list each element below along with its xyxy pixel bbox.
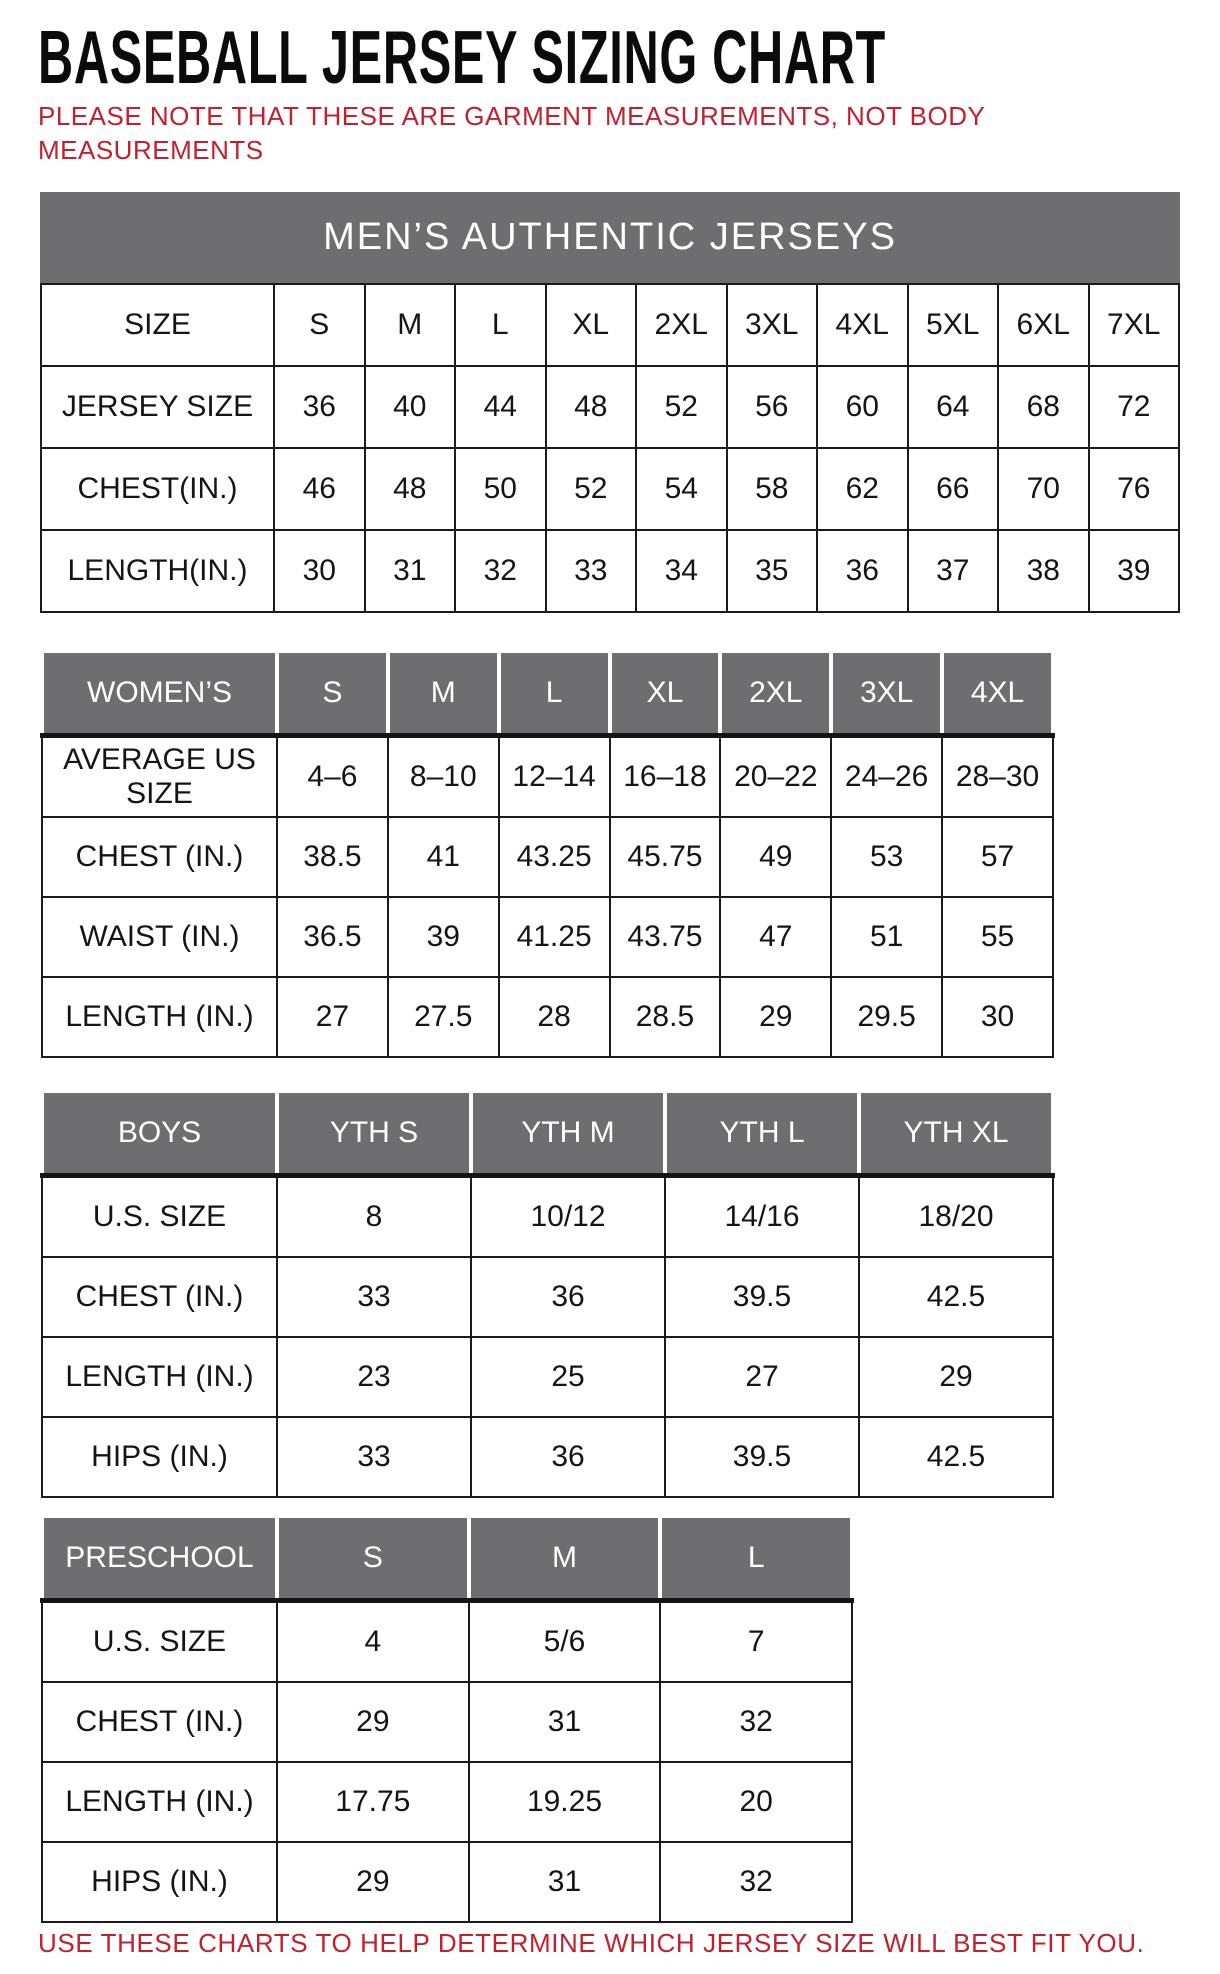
table-row (41, 448, 1179, 530)
table-header-row (42, 1518, 852, 1601)
row-label: WAIST (IN.) (42, 897, 277, 977)
preschool-sizing-table (40, 1518, 854, 1923)
measurement-cell: 58 (727, 448, 818, 530)
table-title-cell: WOMEN’S (42, 653, 277, 736)
table-row (42, 897, 1053, 977)
measurement-cell: 6XL (998, 284, 1089, 366)
measurement-cell: 33 (546, 530, 637, 612)
measurement-cell: 52 (636, 366, 727, 448)
row-label: HIPS (IN.) (42, 1417, 277, 1497)
row-label: LENGTH (IN.) (42, 977, 277, 1057)
mens-sizing-table (40, 283, 1180, 613)
size-column-header: YTH M (471, 1093, 665, 1176)
measurement-cell: 39 (388, 897, 499, 977)
row-label: AVERAGE US SIZE (42, 736, 277, 818)
garment-measurements-note (38, 99, 985, 168)
measurement-cell: 42.5 (859, 1257, 1053, 1337)
measurement-cell: 44 (455, 366, 546, 448)
measurement-cell: 20–22 (720, 736, 831, 818)
measurement-cell: 54 (636, 448, 727, 530)
measurement-cell: 24–26 (831, 736, 942, 818)
size-column-header: M (388, 653, 499, 736)
table-row (42, 1337, 1053, 1417)
measurement-cell: 29 (859, 1337, 1053, 1417)
table-row (41, 284, 1179, 366)
measurement-cell: 41.25 (499, 897, 610, 977)
row-label: U.S. SIZE (42, 1176, 277, 1258)
table-row (42, 817, 1053, 897)
measurement-cell: 27 (277, 977, 388, 1057)
measurement-cell: 37 (908, 530, 999, 612)
measurement-cell: 57 (942, 817, 1053, 897)
row-label: LENGTH (IN.) (42, 1337, 277, 1417)
measurement-cell: 28–30 (942, 736, 1053, 818)
measurement-cell: 41 (388, 817, 499, 897)
measurement-cell: 18/20 (859, 1176, 1053, 1258)
measurement-cell: 29 (277, 1842, 469, 1922)
measurement-cell: 52 (546, 448, 637, 530)
measurement-cell: 28.5 (610, 977, 721, 1057)
measurement-cell: 32 (660, 1682, 852, 1762)
measurement-cell: 64 (908, 366, 999, 448)
measurement-cell: 7 (660, 1601, 852, 1683)
measurement-cell: 31 (469, 1682, 661, 1762)
measurement-cell: 27 (665, 1337, 859, 1417)
measurement-cell: 33 (277, 1257, 471, 1337)
size-column-header: 4XL (942, 653, 1053, 736)
measurement-cell: 12–14 (499, 736, 610, 818)
measurement-cell: 20 (660, 1762, 852, 1842)
measurement-cell: 3XL (727, 284, 818, 366)
measurement-cell: 66 (908, 448, 999, 530)
note-line-1: PLEASE NOTE THAT THESE ARE GARMENT MEASUREMENTS, NOT BODY (38, 101, 986, 131)
table-title-cell: PRESCHOOL (42, 1518, 277, 1601)
measurement-cell: 29 (277, 1682, 469, 1762)
row-label: CHEST (IN.) (42, 1682, 277, 1762)
table-row (42, 1601, 852, 1683)
measurement-cell: 17.75 (277, 1762, 469, 1842)
measurement-cell: 39 (1089, 530, 1180, 612)
measurement-cell: 23 (277, 1337, 471, 1417)
measurement-cell: 36 (471, 1257, 665, 1337)
row-label: CHEST (IN.) (42, 817, 277, 897)
measurement-cell: 34 (636, 530, 727, 612)
mens-table-banner: MEN’S AUTHENTIC JERSEYS (40, 192, 1180, 283)
measurement-cell: 19.25 (469, 1762, 661, 1842)
row-label: HIPS (IN.) (42, 1842, 277, 1922)
measurement-cell: 33 (277, 1417, 471, 1497)
measurement-cell: 29.5 (831, 977, 942, 1057)
measurement-cell: 47 (720, 897, 831, 977)
row-label: LENGTH (IN.) (42, 1762, 277, 1842)
measurement-cell: 40 (365, 366, 456, 448)
measurement-cell: 16–18 (610, 736, 721, 818)
measurement-cell: 39.5 (665, 1417, 859, 1497)
measurement-cell: 43.25 (499, 817, 610, 897)
measurement-cell: 25 (471, 1337, 665, 1417)
measurement-cell: 38 (998, 530, 1089, 612)
measurement-cell: 31 (365, 530, 456, 612)
measurement-cell: 5/6 (469, 1601, 661, 1683)
measurement-cell: 45.75 (610, 817, 721, 897)
measurement-cell: 14/16 (665, 1176, 859, 1258)
measurement-cell: XL (546, 284, 637, 366)
footer-note: USE THESE CHARTS TO HELP DETERMINE WHICH JERSEY SIZE WILL BEST FIT YOU. (38, 1928, 1145, 1958)
size-column-header: S (277, 1518, 469, 1601)
measurement-cell: 4 (277, 1601, 469, 1683)
page-title: BASEBALL JERSEY SIZING CHART (38, 15, 886, 99)
measurement-cell: 76 (1089, 448, 1180, 530)
table-row (42, 1417, 1053, 1497)
table-row (42, 1762, 852, 1842)
table-row (42, 1176, 1053, 1258)
size-column-header: L (660, 1518, 852, 1601)
measurement-cell: 72 (1089, 366, 1180, 448)
measurement-cell: S (274, 284, 365, 366)
row-label: U.S. SIZE (42, 1601, 277, 1683)
measurement-cell: M (365, 284, 456, 366)
measurement-cell: 56 (727, 366, 818, 448)
size-column-header: M (469, 1518, 661, 1601)
size-column-header: 2XL (720, 653, 831, 736)
measurement-cell: 30 (942, 977, 1053, 1057)
measurement-cell: 8 (277, 1176, 471, 1258)
measurement-cell: 62 (817, 448, 908, 530)
measurement-cell: 51 (831, 897, 942, 977)
measurement-cell: 48 (546, 366, 637, 448)
table-row (42, 736, 1053, 818)
size-column-header: YTH L (665, 1093, 859, 1176)
measurement-cell: 36 (471, 1417, 665, 1497)
measurement-cell: 10/12 (471, 1176, 665, 1258)
measurement-cell: 68 (998, 366, 1089, 448)
measurement-cell: 29 (720, 977, 831, 1057)
size-column-header: XL (610, 653, 721, 736)
size-column-header: 3XL (831, 653, 942, 736)
measurement-cell: 53 (831, 817, 942, 897)
table-row (42, 977, 1053, 1057)
measurement-cell: 5XL (908, 284, 999, 366)
size-column-header: S (277, 653, 388, 736)
measurement-cell: 49 (720, 817, 831, 897)
measurement-cell: 2XL (636, 284, 727, 366)
measurement-cell: 70 (998, 448, 1089, 530)
womens-sizing-table (40, 653, 1055, 1058)
measurement-cell: 36.5 (277, 897, 388, 977)
row-label: JERSEY SIZE (41, 366, 274, 448)
table-row (42, 1682, 852, 1762)
measurement-cell: 55 (942, 897, 1053, 977)
measurement-cell: 32 (455, 530, 546, 612)
measurement-cell: 35 (727, 530, 818, 612)
mens-jerseys-section (40, 192, 1180, 613)
preschool-jerseys-section (40, 1518, 854, 1923)
measurement-cell: 39.5 (665, 1257, 859, 1337)
measurement-cell: 32 (660, 1842, 852, 1922)
measurement-cell: 4XL (817, 284, 908, 366)
measurement-cell: 8–10 (388, 736, 499, 818)
womens-jerseys-section (40, 653, 1055, 1058)
boys-jerseys-section (40, 1093, 1055, 1498)
measurement-cell: 28 (499, 977, 610, 1057)
table-row (42, 1257, 1053, 1337)
measurement-cell: 36 (817, 530, 908, 612)
measurement-cell: L (455, 284, 546, 366)
size-column-header: L (499, 653, 610, 736)
measurement-cell: 50 (455, 448, 546, 530)
size-column-header: YTH XL (859, 1093, 1053, 1176)
measurement-cell: 43.75 (610, 897, 721, 977)
size-column-header: YTH S (277, 1093, 471, 1176)
measurement-cell: 31 (469, 1842, 661, 1922)
measurement-cell: 30 (274, 530, 365, 612)
measurement-cell: 38.5 (277, 817, 388, 897)
measurement-cell: 7XL (1089, 284, 1180, 366)
row-label: LENGTH(IN.) (41, 530, 274, 612)
row-label: CHEST(IN.) (41, 448, 274, 530)
row-label: SIZE (41, 284, 274, 366)
boys-sizing-table (40, 1093, 1055, 1498)
measurement-cell: 46 (274, 448, 365, 530)
table-row (41, 366, 1179, 448)
table-header-row (42, 653, 1053, 736)
table-row (41, 530, 1179, 612)
measurement-cell: 27.5 (388, 977, 499, 1057)
measurement-cell: 42.5 (859, 1417, 1053, 1497)
measurement-cell: 4–6 (277, 736, 388, 818)
row-label: CHEST (IN.) (42, 1257, 277, 1337)
table-row (42, 1842, 852, 1922)
table-header-row (42, 1093, 1053, 1176)
measurement-cell: 48 (365, 448, 456, 530)
note-line-2: MEASUREMENTS (38, 135, 264, 166)
measurement-cell: 36 (274, 366, 365, 448)
table-title-cell: BOYS (42, 1093, 277, 1176)
measurement-cell: 60 (817, 366, 908, 448)
